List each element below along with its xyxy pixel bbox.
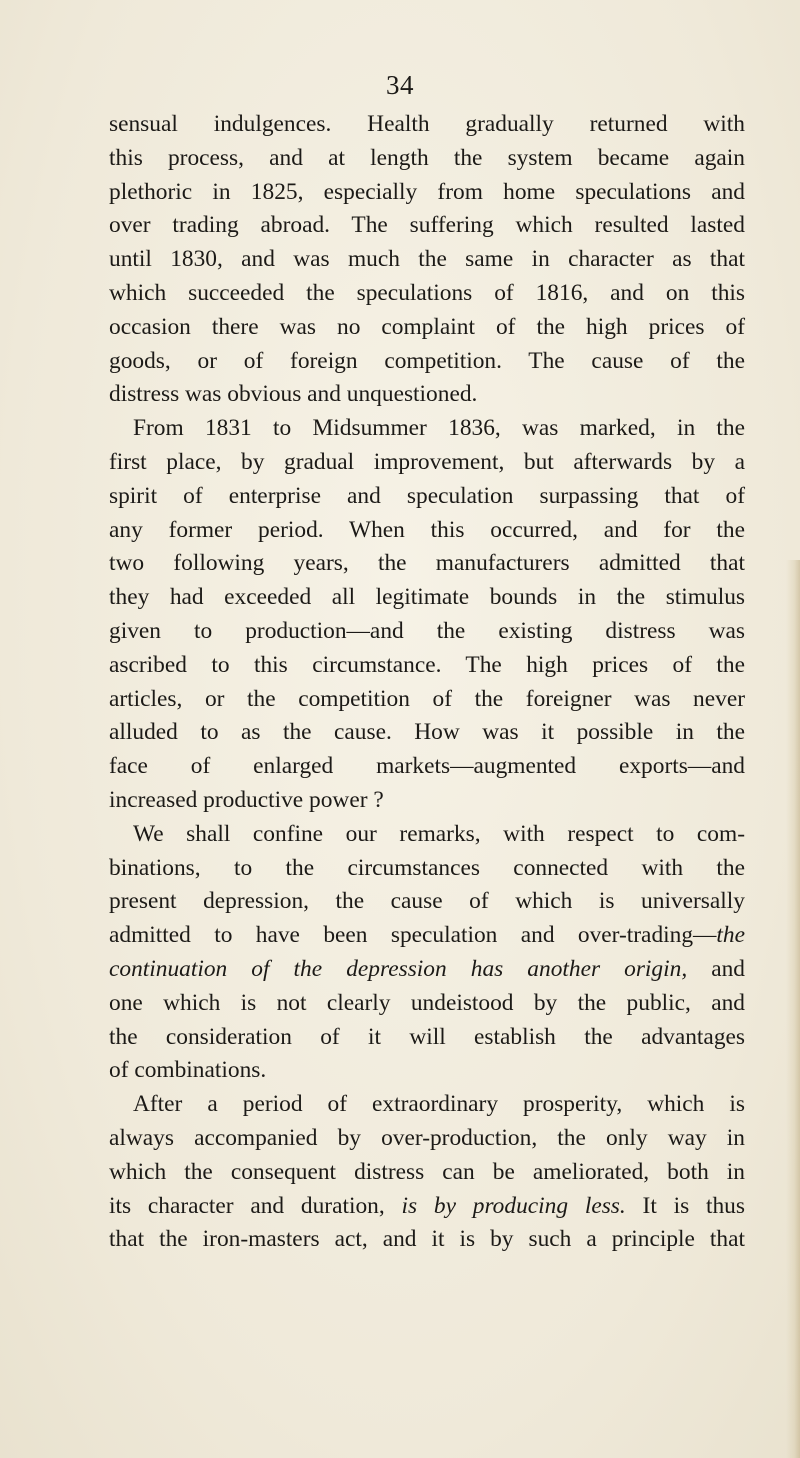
text-line — [109, 919, 745, 953]
text-segment: distress was obvious and unquestioned. — [109, 381, 478, 408]
text-line — [109, 1021, 745, 1055]
text-line — [109, 514, 745, 548]
text-line — [109, 1122, 745, 1156]
text-segment: first place, by gradual improvement, but afterwards by a — [109, 448, 745, 475]
text-line — [109, 412, 745, 446]
italic-text: is by producing less. — [401, 1192, 626, 1219]
text-line — [109, 649, 745, 683]
text-line — [109, 378, 745, 412]
text-line — [109, 852, 745, 886]
text-line — [109, 209, 745, 243]
text-segment: over trading abroad. The suffering which resulted lasted — [109, 212, 745, 239]
text-segment: given to production—and the existing distress was — [109, 617, 745, 644]
text-line — [109, 243, 745, 277]
text-segment: articles, or the competition of the foreigner was never — [109, 685, 745, 712]
text-segment: its character and duration, — [109, 1192, 402, 1219]
page-edge-shadow — [786, 560, 800, 1458]
text-line — [109, 142, 745, 176]
text-segment: admitted to have been speculation and over-trading— — [109, 922, 717, 949]
text-segment: until 1830, and was much the same in character as that — [109, 246, 745, 273]
text-line — [109, 953, 745, 987]
text-line — [109, 818, 745, 852]
text-segment: goods, or of foreign competition. The cause of the — [109, 347, 745, 374]
text-segment: It is thus — [625, 1192, 745, 1219]
text-segment: any former period. When this occurred, and for the — [109, 516, 745, 543]
text-segment: which the consequent distress can be ameliorated, both in — [109, 1158, 745, 1185]
text-line — [109, 581, 745, 615]
text-line — [109, 1223, 745, 1257]
text-line — [109, 1088, 745, 1122]
text-line — [109, 480, 745, 514]
body-text — [109, 108, 745, 1257]
text-segment: one which is not clearly undeistood by the public, and — [109, 989, 745, 1016]
text-segment: plethoric in 1825, especially from home speculations and — [109, 178, 745, 205]
text-line — [109, 547, 745, 581]
text-segment: After a period of extraordinary prosperity, which is — [133, 1091, 745, 1118]
text-segment: that the iron-masters act, and it is by such a principle that — [109, 1226, 745, 1253]
text-line — [109, 311, 745, 345]
text-line — [109, 345, 745, 379]
text-segment: the consideration of it will establish the advantages — [109, 1023, 745, 1050]
text-line — [109, 1190, 745, 1224]
text-segment: increased productive power ? — [109, 786, 384, 813]
text-line — [109, 176, 745, 210]
text-line — [109, 277, 745, 311]
text-segment: spirit of enterprise and speculation surpassing that of — [109, 482, 745, 509]
text-segment: face of enlarged markets—augmented exports—and — [109, 753, 745, 780]
text-line — [109, 784, 745, 818]
italic-text: continuation of the depression has another origin, — [109, 955, 688, 982]
text-segment: occasion there was no complaint of the high prices of — [109, 313, 745, 340]
text-segment: sensual indulgences. Health gradually returned with — [109, 111, 745, 137]
text-line — [109, 987, 745, 1021]
text-segment: they had exceeded all legitimate bounds in the stimulus — [109, 584, 745, 611]
text-line — [109, 750, 745, 784]
text-segment: two following years, the manufacturers admitted that — [109, 550, 745, 577]
text-segment: alluded to as the cause. How was it possible in the — [109, 719, 745, 746]
text-segment: From 1831 to Midsummer 1836, was marked, in the — [133, 415, 745, 442]
page-number: 34 — [386, 70, 414, 100]
text-segment: present depression, the cause of which is universally — [109, 888, 745, 915]
text-line — [109, 716, 745, 750]
text-segment: which succeeded the speculations of 1816, and on this — [109, 279, 745, 306]
text-line — [109, 446, 745, 480]
text-segment: We shall confine our remarks, with respect to com- — [133, 820, 745, 847]
text-line — [109, 1156, 745, 1190]
text-segment: and — [687, 955, 746, 982]
text-segment: of combinations. — [109, 1057, 267, 1084]
text-line — [109, 885, 745, 919]
italic-text: the — [716, 922, 745, 949]
text-line — [109, 108, 745, 142]
text-segment: ascribed to this circumstance. The high prices of the — [109, 651, 745, 678]
text-line — [109, 615, 745, 649]
text-segment: always accompanied by over-production, the only way in — [109, 1124, 745, 1151]
text-segment: this process, and at length the system became again — [109, 144, 745, 171]
text-line — [109, 683, 745, 717]
text-line — [109, 1054, 745, 1088]
text-segment: binations, to the circumstances connected with the — [109, 854, 745, 881]
